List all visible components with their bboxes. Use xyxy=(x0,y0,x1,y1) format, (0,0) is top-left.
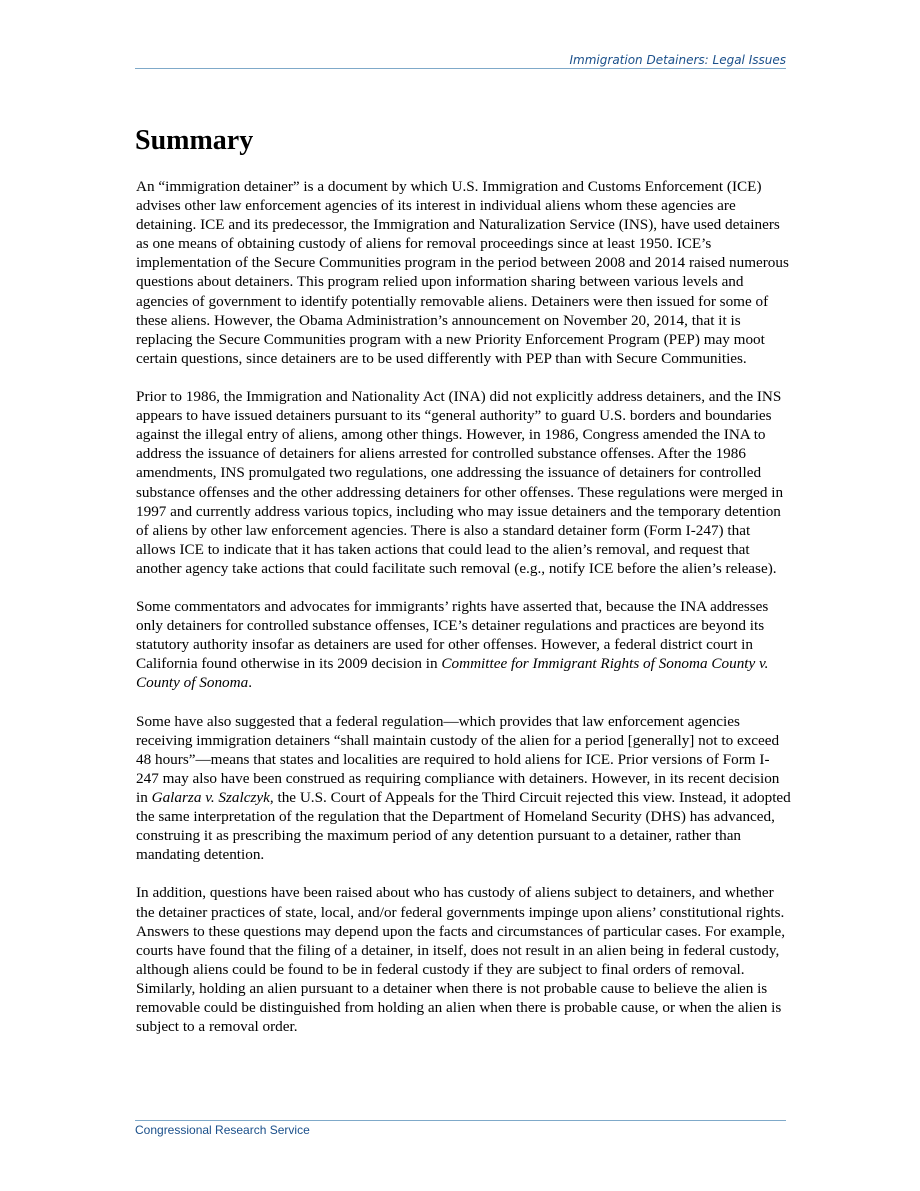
paragraph-3-tail: . xyxy=(248,674,253,692)
running-header-title: Immigration Detainers: Legal Issues xyxy=(569,53,786,67)
footer-rule xyxy=(135,1120,786,1121)
paragraph-3 xyxy=(136,597,791,692)
paragraph-3-text: Some commentators and advocates for immigrants’ rights have asserted that, because the INA addresses only detainers for controlled substance offenses, ICE’s detainer regulations and practices are beyond its statutory authority insofar as detainers are used for other offenses. However, a federal district court in California found otherwise in its 2009 decision in xyxy=(136,598,769,673)
footer-org: Congressional Research Service xyxy=(135,1123,310,1137)
paragraph-2: Prior to 1986, the Immigration and Nationality Act (INA) did not explicitly address detainers, and the INS appears to have issued detainers pursuant to its “general authority” to guard U.S. borders and boundaries against the illegal entry of aliens, among other things. However, in 1986, Congress amended the INA to address the issuance of detainers for aliens arrested for controlled substance offenses. After the 1986 amendments, INS promulgated two regulations, one addressing the issuance of detainers for controlled substance offenses and the other addressing detainers for other offenses. These regulations were merged in 1997 and currently address various topics, including who may issue detainers and the temporary detention of aliens by other law enforcement agencies. There is also a standard detainer form (Form I-247) that allows ICE to indicate that it has taken actions that could lead to the alien’s removal, and request that another agency take actions that could facilitate such removal (e.g., notify ICE before the alien’s release). xyxy=(136,388,784,577)
case-name-sonoma: Committee for Immigrant Rights of Sonoma County v. County of Sonoma xyxy=(136,655,769,692)
paragraph-1: An “immigration detainer” is a document by which U.S. Immigration and Customs Enforcement (ICE) advises other law enforcement agencies of its interest in individual aliens whom these agencies are detaining. ICE and its predecessor, the Immigration and Naturalization Service (INS), have used detainers as one means of obtaining custody of aliens for removal proceedings since at least 1950. ICE’s implementation of the Secure Communities program in the period between 2008 and 2014 raised numerous questions about detainers. This program relied upon information sharing between various levels and agencies of government to identify potentially removable aliens. Detainers were then issued for some of these aliens. However, the Obama Administration’s announcement on November 20, 2014, that it is replacing the Secure Communities program with a new Priority Enforcement Program (PEP) may moot certain questions, since detainers are to be used differently with PEP than with Secure Communities. xyxy=(136,178,789,367)
paragraph-4-tail: , the U.S. Court of Appeals for the Third Circuit rejected this view. Instead, it adopted the same interpretation of the regulation that the Department of Homeland Security (DHS) has advanced, construing it as prescribing the maximum period of any detention pursuant to a detainer, rather than mandating detention. xyxy=(136,789,791,864)
paragraph-4 xyxy=(136,712,791,865)
paragraph-5: In addition, questions have been raised about who has custody of aliens subject to detainers, and whether the detainer practices of state, local, and/or federal governments impinge upon aliens’ constitutional rights. Answers to these questions may depend upon the facts and circumstances of particular cases. For example, courts have found that the filing of a detainer, in itself, does not result in an alien being in federal custody, although aliens could be found to be in federal custody if they are subject to final orders of removal. Similarly, holding an alien pursuant to a detainer when there is not probable cause to believe the alien is removable could be distinguished from holding an alien when there is probable cause, or when the alien is subject to a removal order. xyxy=(136,884,786,1036)
body-text xyxy=(136,177,791,1055)
case-name-galarza: Galarza v. Szalczyk xyxy=(151,789,270,806)
header-rule xyxy=(135,68,786,69)
page-title: Summary xyxy=(135,125,254,156)
paragraph-4-text: Some have also suggested that a federal regulation—which provides that law enforcement agencies receiving immigration detainers “shall maintain custody of the alien for a period [generally] not to exceed 48 hours”—means that states and localities are required to hold aliens for ICE. Prior versions of Form I-247 may also have been construed as requiring compliance with detainers. However, in its recent decision in xyxy=(136,712,780,806)
